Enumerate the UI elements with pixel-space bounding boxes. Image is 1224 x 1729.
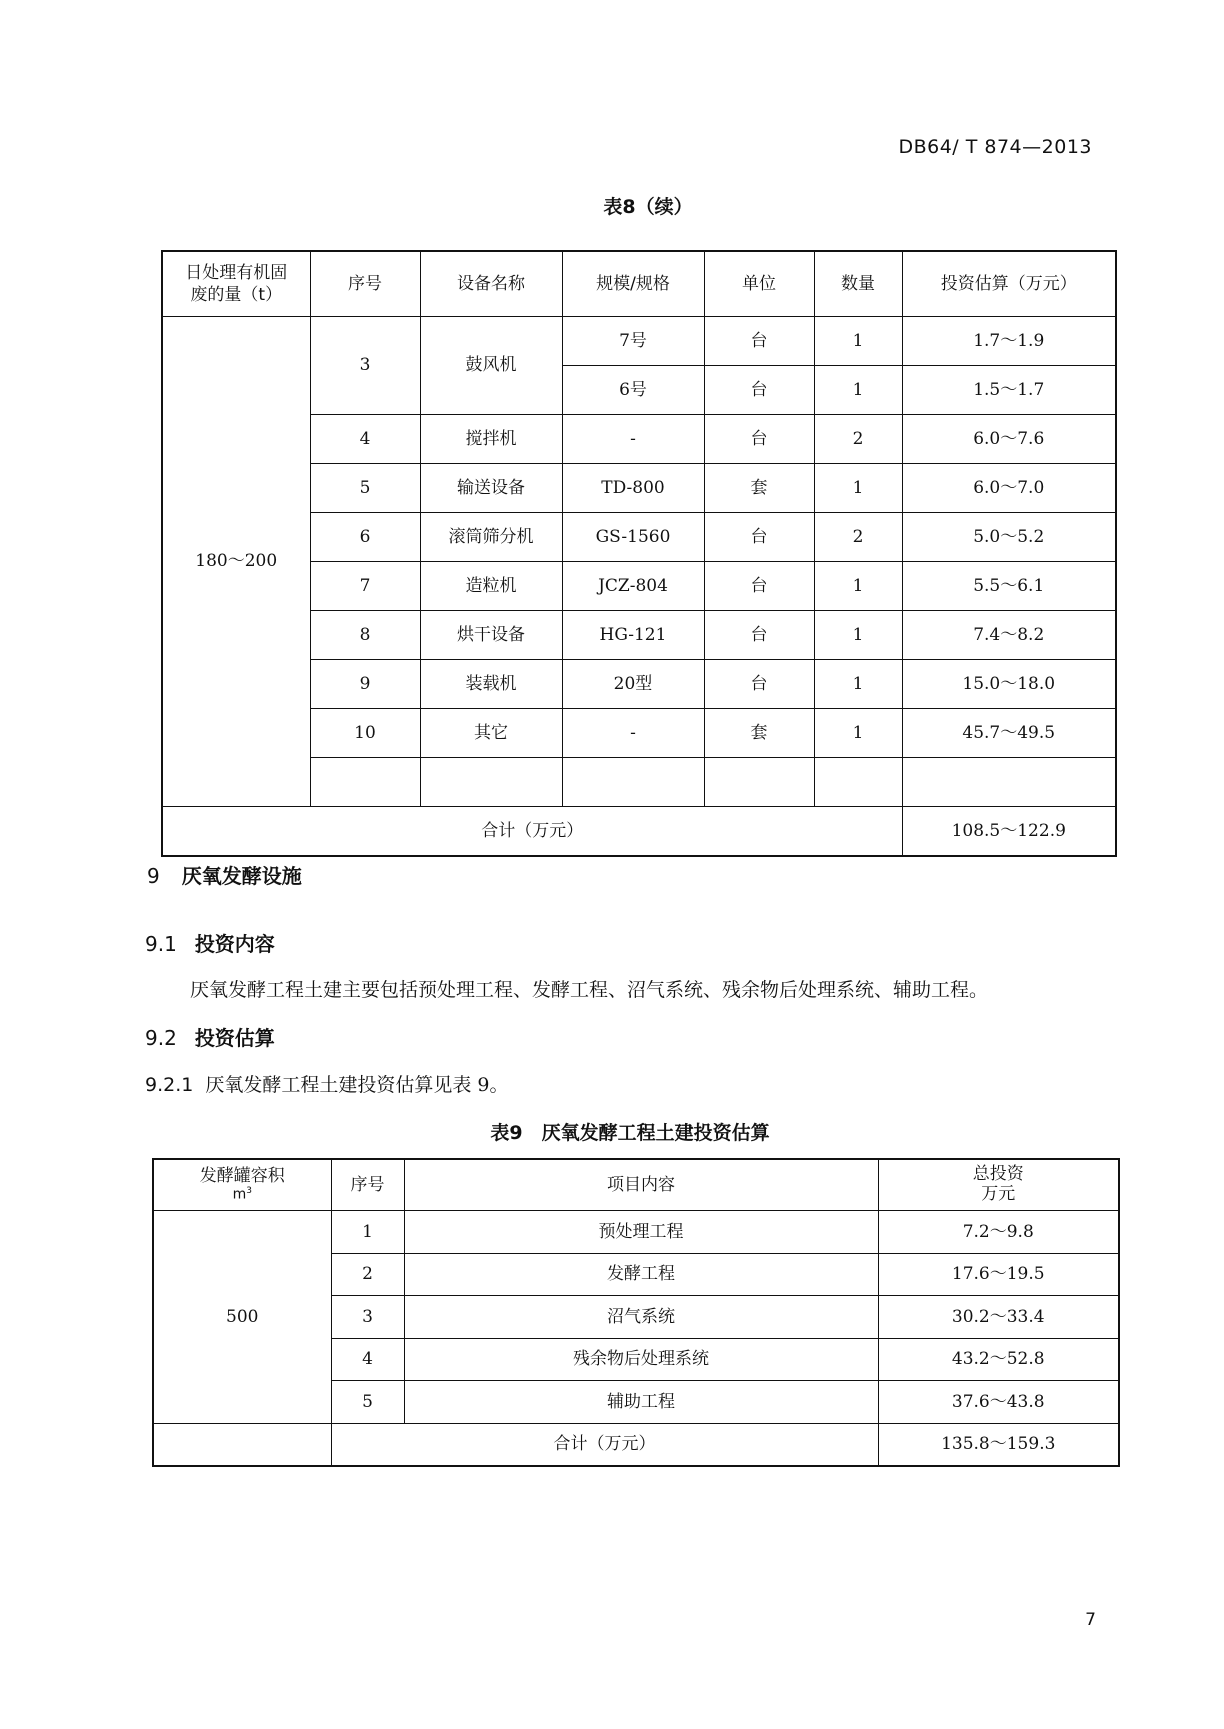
spec-cell bbox=[562, 758, 704, 807]
section-title: 投资内容 bbox=[194, 932, 275, 956]
qty-cell: 2 bbox=[814, 513, 902, 562]
total-value: 135.8～159.3 bbox=[878, 1423, 1119, 1466]
name-cell: 搅拌机 bbox=[420, 415, 562, 464]
total-label: 合计（万元） bbox=[162, 807, 902, 857]
header-volume-label: 发酵罐容积 bbox=[199, 1165, 285, 1186]
invest-cell: 1.5～1.7 bbox=[902, 366, 1116, 415]
unit-cell: 套 bbox=[704, 709, 814, 758]
content-cell: 残余物后处理系统 bbox=[404, 1338, 878, 1381]
section-9-heading bbox=[147, 860, 302, 889]
table9-header-row bbox=[153, 1159, 1119, 1211]
seq-cell: 5 bbox=[331, 1381, 404, 1424]
total-value: 108.5～122.9 bbox=[902, 807, 1116, 857]
content-cell: 预处理工程 bbox=[404, 1211, 878, 1254]
table9 bbox=[152, 1158, 1120, 1467]
header-seq: 序号 bbox=[331, 1159, 404, 1211]
unit-cell: 台 bbox=[704, 317, 814, 366]
total-label: 合计（万元） bbox=[331, 1423, 878, 1466]
qty-cell: 1 bbox=[814, 709, 902, 758]
header-investment-label: 总投资 bbox=[972, 1164, 1024, 1185]
name-cell: 输送设备 bbox=[420, 464, 562, 513]
clause-number: 9.2.1 bbox=[145, 1074, 194, 1096]
seq-cell: 9 bbox=[310, 660, 420, 709]
seq-cell: 4 bbox=[310, 415, 420, 464]
qty-cell: 1 bbox=[814, 464, 902, 513]
section-number: 9 bbox=[147, 864, 160, 888]
unit-cell: 台 bbox=[704, 513, 814, 562]
spec-cell: 20型 bbox=[562, 660, 704, 709]
table8-total-row bbox=[162, 807, 1116, 857]
seq-cell: 7 bbox=[310, 562, 420, 611]
seq-cell bbox=[310, 758, 420, 807]
invest-cell: 7.2～9.8 bbox=[878, 1211, 1119, 1254]
unit-cell bbox=[704, 758, 814, 807]
invest-cell: 1.7～1.9 bbox=[902, 317, 1116, 366]
qty-cell: 1 bbox=[814, 611, 902, 660]
table9-caption: 表9 厌氧发酵工程土建投资估算 bbox=[490, 1122, 770, 1144]
section-9-2-heading bbox=[145, 1022, 275, 1051]
invest-cell: 15.0～18.0 bbox=[902, 660, 1116, 709]
table9-total-row bbox=[153, 1423, 1119, 1466]
spec-cell: - bbox=[562, 415, 704, 464]
qty-cell: 1 bbox=[814, 562, 902, 611]
blank-cell bbox=[153, 1423, 331, 1466]
header-investment: 投资估算（万元） bbox=[902, 251, 1116, 317]
qty-cell bbox=[814, 758, 902, 807]
header-unit: 单位 bbox=[704, 251, 814, 317]
seq-cell: 6 bbox=[310, 513, 420, 562]
invest-cell bbox=[902, 758, 1116, 807]
unit-cell: 台 bbox=[704, 611, 814, 660]
header-volume bbox=[153, 1159, 331, 1211]
spec-cell: JCZ-804 bbox=[562, 562, 704, 611]
qty-cell: 1 bbox=[814, 660, 902, 709]
content-cell: 沼气系统 bbox=[404, 1296, 878, 1339]
content-cell: 发酵工程 bbox=[404, 1253, 878, 1296]
content-cell: 辅助工程 bbox=[404, 1381, 878, 1424]
invest-cell: 5.5～6.1 bbox=[902, 562, 1116, 611]
name-cell: 鼓风机 bbox=[420, 317, 562, 415]
spec-cell: GS-1560 bbox=[562, 513, 704, 562]
invest-cell: 6.0～7.0 bbox=[902, 464, 1116, 513]
unit-cell: 台 bbox=[704, 660, 814, 709]
header-seq: 序号 bbox=[310, 251, 420, 317]
unit-cell: 套 bbox=[704, 464, 814, 513]
spec-cell: 7号 bbox=[562, 317, 704, 366]
unit-cell: 台 bbox=[704, 366, 814, 415]
seq-cell: 4 bbox=[331, 1338, 404, 1381]
table8-caption: 表8（续） bbox=[603, 196, 693, 218]
seq-cell: 10 bbox=[310, 709, 420, 758]
table8-header-row bbox=[162, 251, 1116, 317]
range-cell: 180～200 bbox=[162, 317, 310, 807]
section-title: 投资估算 bbox=[194, 1026, 275, 1050]
header-spec: 规模/规格 bbox=[562, 251, 704, 317]
header-volume-unit bbox=[158, 1186, 327, 1203]
section-title: 厌氧发酵设施 bbox=[181, 864, 302, 888]
clause-text: 厌氧发酵工程土建投资估算见表 9。 bbox=[205, 1074, 509, 1096]
seq-cell: 2 bbox=[331, 1253, 404, 1296]
spec-cell: HG-121 bbox=[562, 611, 704, 660]
seq-cell: 3 bbox=[331, 1296, 404, 1339]
name-cell: 其它 bbox=[420, 709, 562, 758]
section-9-1-heading bbox=[145, 928, 275, 957]
seq-cell: 1 bbox=[331, 1211, 404, 1254]
invest-cell: 17.6～19.5 bbox=[878, 1253, 1119, 1296]
name-cell: 装载机 bbox=[420, 660, 562, 709]
spec-cell: TD-800 bbox=[562, 464, 704, 513]
table-row bbox=[162, 317, 1116, 366]
header-daily-amount: 日处理有机固废的量（t） bbox=[162, 251, 310, 317]
header-total-investment bbox=[878, 1159, 1119, 1211]
name-cell: 滚筒筛分机 bbox=[420, 513, 562, 562]
spec-cell: - bbox=[562, 709, 704, 758]
section-9-1-paragraph: 厌氧发酵工程土建主要包括预处理工程、发酵工程、沼气系统、残余物后处理系统、辅助工程。 bbox=[190, 979, 989, 1001]
invest-cell: 43.2～52.8 bbox=[878, 1338, 1119, 1381]
unit-cell: 台 bbox=[704, 562, 814, 611]
seq-cell: 5 bbox=[310, 464, 420, 513]
name-cell: 造粒机 bbox=[420, 562, 562, 611]
page-number: 7 bbox=[1085, 1610, 1096, 1630]
table8 bbox=[161, 250, 1117, 857]
qty-cell: 1 bbox=[814, 366, 902, 415]
spec-cell: 6号 bbox=[562, 366, 704, 415]
section-number: 9.1 bbox=[145, 932, 177, 956]
name-cell: 烘干设备 bbox=[420, 611, 562, 660]
unit-superscript: 3 bbox=[246, 1186, 252, 1197]
invest-cell: 5.0～5.2 bbox=[902, 513, 1116, 562]
section-number: 9.2 bbox=[145, 1026, 177, 1050]
table-row bbox=[153, 1211, 1119, 1254]
volume-cell: 500 bbox=[153, 1211, 331, 1424]
header-equipment-name: 设备名称 bbox=[420, 251, 562, 317]
qty-cell: 1 bbox=[814, 317, 902, 366]
seq-cell: 3 bbox=[310, 317, 420, 415]
invest-cell: 30.2～33.4 bbox=[878, 1296, 1119, 1339]
qty-cell: 2 bbox=[814, 415, 902, 464]
header-investment-unit: 万元 bbox=[981, 1184, 1016, 1204]
invest-cell: 37.6～43.8 bbox=[878, 1381, 1119, 1424]
name-cell bbox=[420, 758, 562, 807]
invest-cell: 7.4～8.2 bbox=[902, 611, 1116, 660]
unit-base: m bbox=[232, 1187, 247, 1204]
seq-cell: 8 bbox=[310, 611, 420, 660]
unit-cell: 台 bbox=[704, 415, 814, 464]
invest-cell: 45.7～49.5 bbox=[902, 709, 1116, 758]
section-9-2-1-paragraph bbox=[145, 1070, 509, 1097]
standard-code: DB64/ T 874—2013 bbox=[898, 136, 1092, 158]
header-qty: 数量 bbox=[814, 251, 902, 317]
invest-cell: 6.0～7.6 bbox=[902, 415, 1116, 464]
header-content: 项目内容 bbox=[404, 1159, 878, 1211]
